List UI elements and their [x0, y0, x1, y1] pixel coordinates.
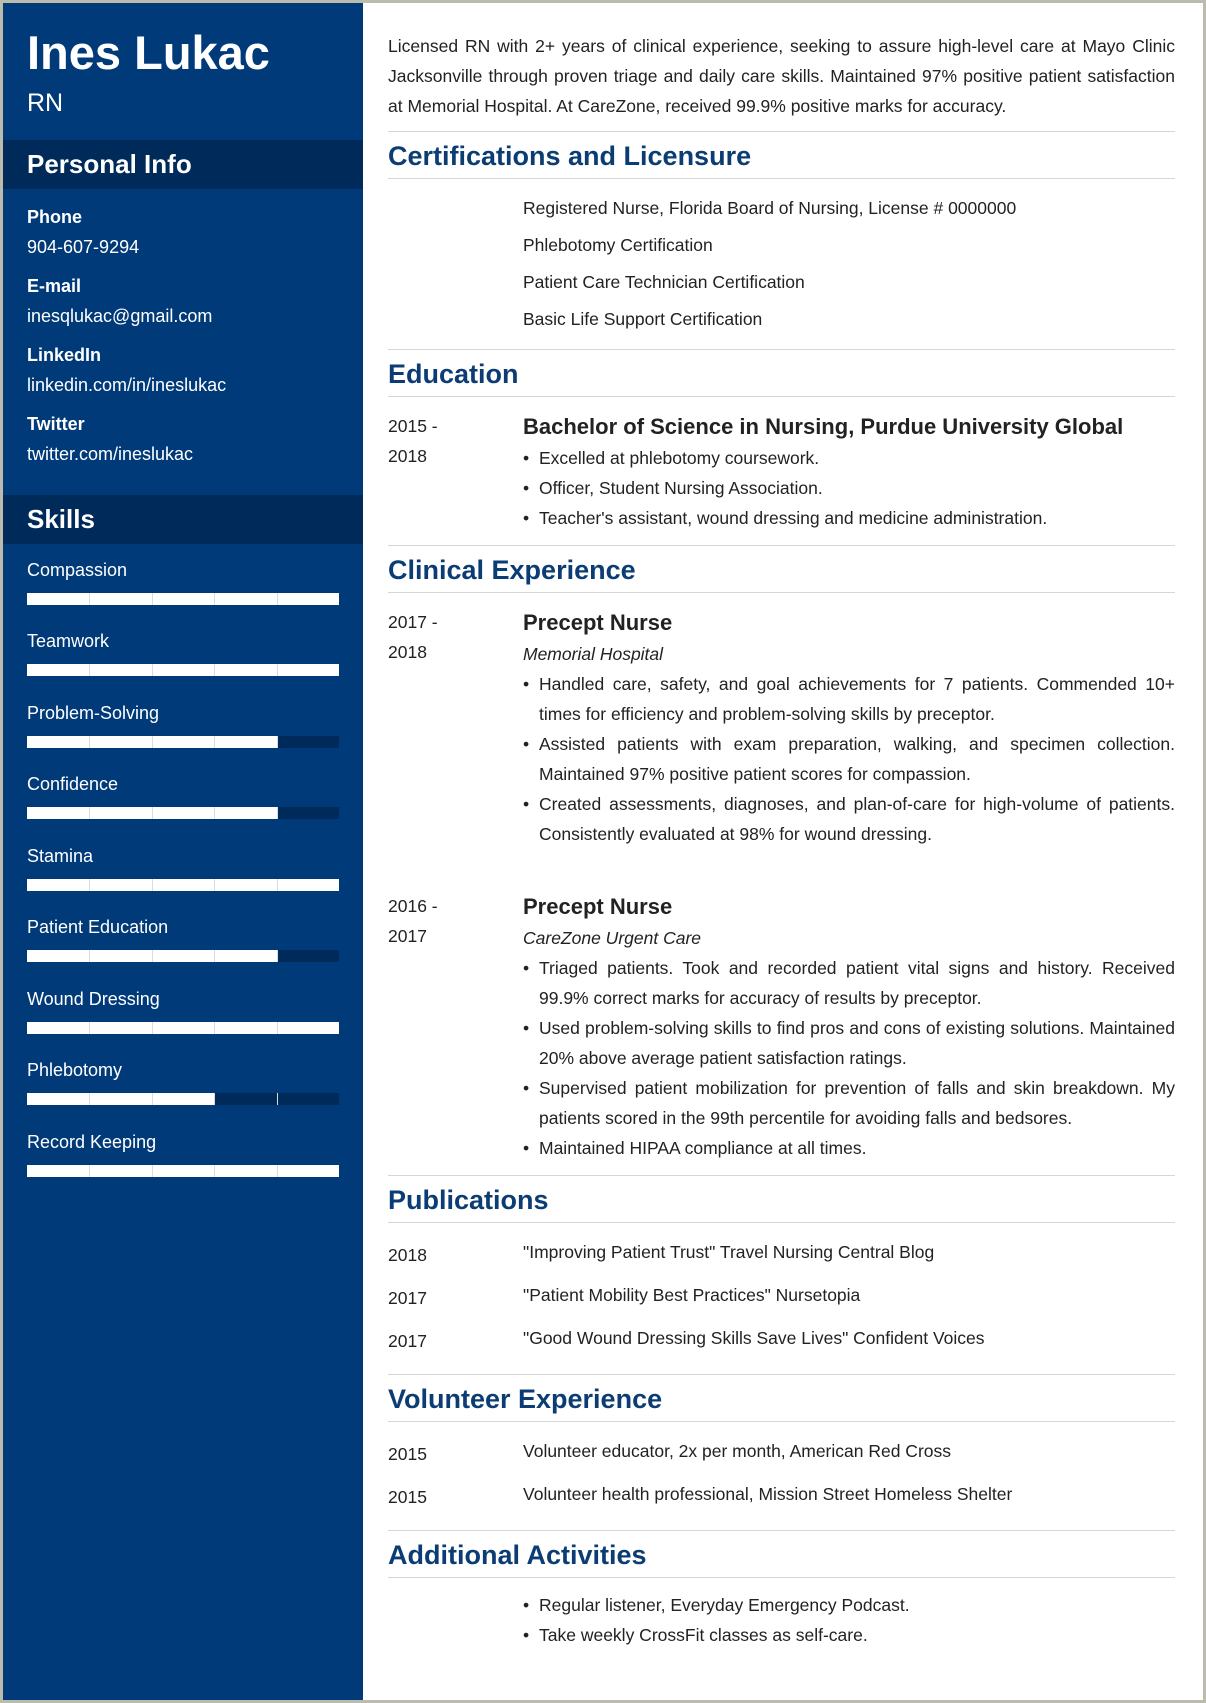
skill-bar-divider — [89, 593, 90, 605]
list-item — [388, 1432, 1175, 1475]
skill-bar-divider — [89, 736, 90, 748]
skill-bar-divider — [152, 950, 153, 962]
skill-level-bar — [27, 1022, 339, 1034]
skill-bar-divider — [152, 1022, 153, 1034]
skill-name: Problem-Solving — [27, 702, 160, 723]
education-entry — [388, 397, 1175, 546]
certifications-list — [388, 179, 1175, 350]
list-item — [388, 1276, 1175, 1319]
candidate-title: RN — [27, 88, 64, 117]
skill-item — [27, 774, 339, 846]
skill-level-bar — [27, 950, 339, 962]
skill-bar-divider — [89, 879, 90, 891]
entry-dates — [388, 891, 523, 1163]
summary-text: Licensed RN with 2+ years of clinical experience, seeking to assure high-level care at Mayo Clinic Jacksonville through proven triage and daily care skills. Maintained 97% positive patient satisfaction at Memorial Hospital. At CareZone, received 99.9% positive marks for accuracy. — [388, 31, 1175, 132]
skill-level-bar — [27, 736, 339, 748]
education-heading: Education — [388, 350, 1175, 397]
skill-bar-divider — [152, 736, 153, 748]
skill-bar-divider — [277, 1165, 278, 1177]
skill-bar-divider — [152, 593, 153, 605]
skill-bar-divider — [214, 1093, 215, 1105]
degree-title: Bachelor of Science in Nursing, Purdue University Global — [523, 414, 1124, 439]
info-item-twitter — [27, 414, 339, 464]
skill-bar-divider — [214, 593, 215, 605]
skill-name: Record Keeping — [27, 1131, 157, 1152]
list-item: • Teacher's assistant, wound dressing and medicine administration. — [523, 503, 1175, 533]
experience-entry — [388, 877, 1175, 1176]
list-item: • Created assessments, diagnoses, and plan-of-care for high-volume of patients. Consistently evaluated at 98% for wound dressing. — [523, 789, 1175, 849]
date-end: 2017 — [388, 926, 427, 946]
employer-name: Memorial Hospital — [523, 644, 664, 664]
skill-item — [27, 989, 339, 1061]
skill-name: Compassion — [27, 559, 128, 580]
skill-name: Patient Education — [27, 917, 169, 938]
skill-level-fill — [27, 879, 339, 891]
activities-bullets — [523, 1590, 1175, 1650]
education-bullets — [523, 443, 1175, 533]
skill-bar-divider — [152, 879, 153, 891]
info-label: Twitter — [27, 413, 85, 434]
entry-dates — [388, 607, 523, 849]
info-label: E-mail — [27, 275, 82, 296]
info-item-phone — [27, 207, 339, 257]
skill-name: Confidence — [27, 774, 119, 795]
info-label: LinkedIn — [27, 344, 102, 365]
publication-year: 2018 — [388, 1244, 427, 1265]
volunteer-list — [388, 1422, 1175, 1531]
volunteer-text: Volunteer health professional, Mission Street Homeless Shelter — [523, 1483, 1013, 1504]
candidate-name: Ines Lukac — [27, 26, 270, 79]
experience-heading: Clinical Experience — [388, 546, 1175, 593]
publication-year: 2017 — [388, 1287, 427, 1308]
skill-name: Stamina — [27, 845, 94, 866]
skill-bar-divider — [277, 1093, 278, 1105]
list-item: • Used problem-solving skills to find pros and cons of existing solutions. Maintained 20% above average patient satisfaction ratings. — [523, 1013, 1175, 1073]
linkedin-value[interactable]: linkedin.com/in/ineslukac — [27, 374, 227, 395]
date-start: 2017 - — [388, 612, 438, 632]
skill-bar-divider — [214, 950, 215, 962]
certification-text: Patient Care Technician Certification — [523, 271, 805, 292]
publication-year: 2017 — [388, 1330, 427, 1351]
skill-bar-divider — [214, 1165, 215, 1177]
list-item — [388, 189, 1175, 226]
volunteer-year: 2015 — [388, 1486, 427, 1507]
list-item: • Handled care, safety, and goal achievements for 7 patients. Commended 10+ times for efficiency and problem-solving skills by preceptor. — [523, 669, 1175, 729]
info-item-linkedin — [27, 345, 339, 395]
skill-bar-divider — [89, 1022, 90, 1034]
list-item: • Regular listener, Everyday Emergency Podcast. — [523, 1590, 1175, 1620]
skill-bar-divider — [214, 736, 215, 748]
publication-text: "Good Wound Dressing Skills Save Lives" Confident Voices — [523, 1327, 985, 1348]
skill-level-fill — [27, 593, 339, 605]
publications-list — [388, 1223, 1175, 1375]
skill-bar-divider — [89, 1093, 90, 1105]
skill-bar-divider — [152, 664, 153, 676]
sidebar — [3, 3, 363, 1700]
skill-item — [27, 1132, 339, 1204]
skill-item — [27, 703, 339, 775]
list-item — [388, 226, 1175, 263]
skill-level-fill — [27, 1093, 214, 1105]
skill-level-bar — [27, 879, 339, 891]
list-item: • Take weekly CrossFit classes as self-care. — [523, 1620, 1175, 1650]
skill-bar-divider — [277, 593, 278, 605]
activities-entry — [388, 1578, 1175, 1662]
personal-info-list — [3, 189, 363, 495]
list-item — [388, 1233, 1175, 1276]
skill-bar-divider — [152, 1165, 153, 1177]
info-item-email — [27, 276, 339, 326]
activities-heading: Additional Activities — [388, 1531, 1175, 1578]
list-item: • Assisted patients with exam preparation, walking, and specimen collection. Maintained 97% positive patient scores for compassion. — [523, 729, 1175, 789]
skill-bar-divider — [277, 807, 278, 819]
skill-bar-divider — [214, 807, 215, 819]
skill-level-fill — [27, 664, 339, 676]
skill-level-fill — [27, 1165, 339, 1177]
entry-dates — [388, 411, 523, 533]
skill-name: Phlebotomy — [27, 1060, 123, 1081]
experience-entry — [388, 593, 1175, 877]
skill-level-bar — [27, 1093, 339, 1105]
list-item — [388, 1319, 1175, 1362]
list-item — [388, 1475, 1175, 1518]
skill-bar-divider — [152, 807, 153, 819]
skills-list — [3, 544, 363, 1204]
volunteer-heading: Volunteer Experience — [388, 1375, 1175, 1422]
skill-item — [27, 917, 339, 989]
date-end: 2018 — [388, 446, 427, 466]
list-item — [388, 263, 1175, 300]
skill-bar-divider — [89, 664, 90, 676]
skill-bar-divider — [152, 1093, 153, 1105]
job-title: Precept Nurse — [523, 894, 673, 919]
list-item: • Maintained HIPAA compliance at all times. — [523, 1133, 1175, 1163]
date-start: 2015 - — [388, 416, 438, 436]
skill-item — [27, 1060, 339, 1132]
certification-text: Basic Life Support Certification — [523, 308, 763, 329]
job-title: Precept Nurse — [523, 610, 673, 635]
skill-level-bar — [27, 593, 339, 605]
skill-bar-divider — [89, 950, 90, 962]
experience-bullets — [523, 669, 1175, 849]
skill-level-bar — [27, 1165, 339, 1177]
list-item: • Triaged patients. Took and recorded patient vital signs and history. Received 99.9% correct marks for accuracy of results by preceptor. — [523, 953, 1175, 1013]
skill-item — [27, 560, 339, 632]
skill-level-fill — [27, 1022, 339, 1034]
list-item — [388, 300, 1175, 337]
skill-bar-divider — [89, 807, 90, 819]
skill-bar-divider — [214, 664, 215, 676]
skill-bar-divider — [277, 950, 278, 962]
email-value[interactable]: inesqlukac@gmail.com — [27, 305, 213, 326]
skill-bar-divider — [277, 736, 278, 748]
list-item: • Excelled at phlebotomy coursework. — [523, 443, 1175, 473]
certification-text: Registered Nurse, Florida Board of Nursing, License # 0000000 — [523, 197, 1017, 218]
certification-text: Phlebotomy Certification — [523, 234, 713, 255]
skill-bar-divider — [277, 1022, 278, 1034]
skill-name: Teamwork — [27, 631, 110, 652]
volunteer-text: Volunteer educator, 2x per month, American Red Cross — [523, 1440, 952, 1461]
date-end: 2018 — [388, 642, 427, 662]
publications-heading: Publications — [388, 1176, 1175, 1223]
date-start: 2016 - — [388, 896, 438, 916]
skill-bar-divider — [277, 879, 278, 891]
resume-page — [3, 3, 1203, 1700]
main-content — [363, 3, 1203, 1700]
skill-item — [27, 846, 339, 918]
skill-item — [27, 631, 339, 703]
skill-level-bar — [27, 664, 339, 676]
list-item: • Supervised patient mobilization for prevention of falls and skin breakdown. My patients scored in the 99th percentile for avoiding falls and bedsores. — [523, 1073, 1175, 1133]
skill-bar-divider — [277, 664, 278, 676]
skills-heading: Skills — [3, 495, 363, 544]
skill-name: Wound Dressing — [27, 988, 160, 1009]
publication-text: "Improving Patient Trust" Travel Nursing Central Blog — [523, 1241, 935, 1262]
twitter-value[interactable]: twitter.com/ineslukac — [27, 443, 194, 464]
skill-bar-divider — [214, 1022, 215, 1034]
info-label: Phone — [27, 206, 83, 227]
experience-bullets — [523, 953, 1175, 1163]
list-item: • Officer, Student Nursing Association. — [523, 473, 1175, 503]
employer-name: CareZone Urgent Care — [523, 928, 701, 948]
volunteer-year: 2015 — [388, 1443, 427, 1464]
skill-bar-divider — [89, 1165, 90, 1177]
publication-text: "Patient Mobility Best Practices" Nursetopia — [523, 1284, 861, 1305]
skill-level-bar — [27, 807, 339, 819]
phone-value[interactable]: 904-607-9294 — [27, 236, 140, 257]
skill-bar-divider — [214, 879, 215, 891]
personal-info-heading: Personal Info — [3, 140, 363, 189]
certifications-heading: Certifications and Licensure — [388, 132, 1175, 179]
